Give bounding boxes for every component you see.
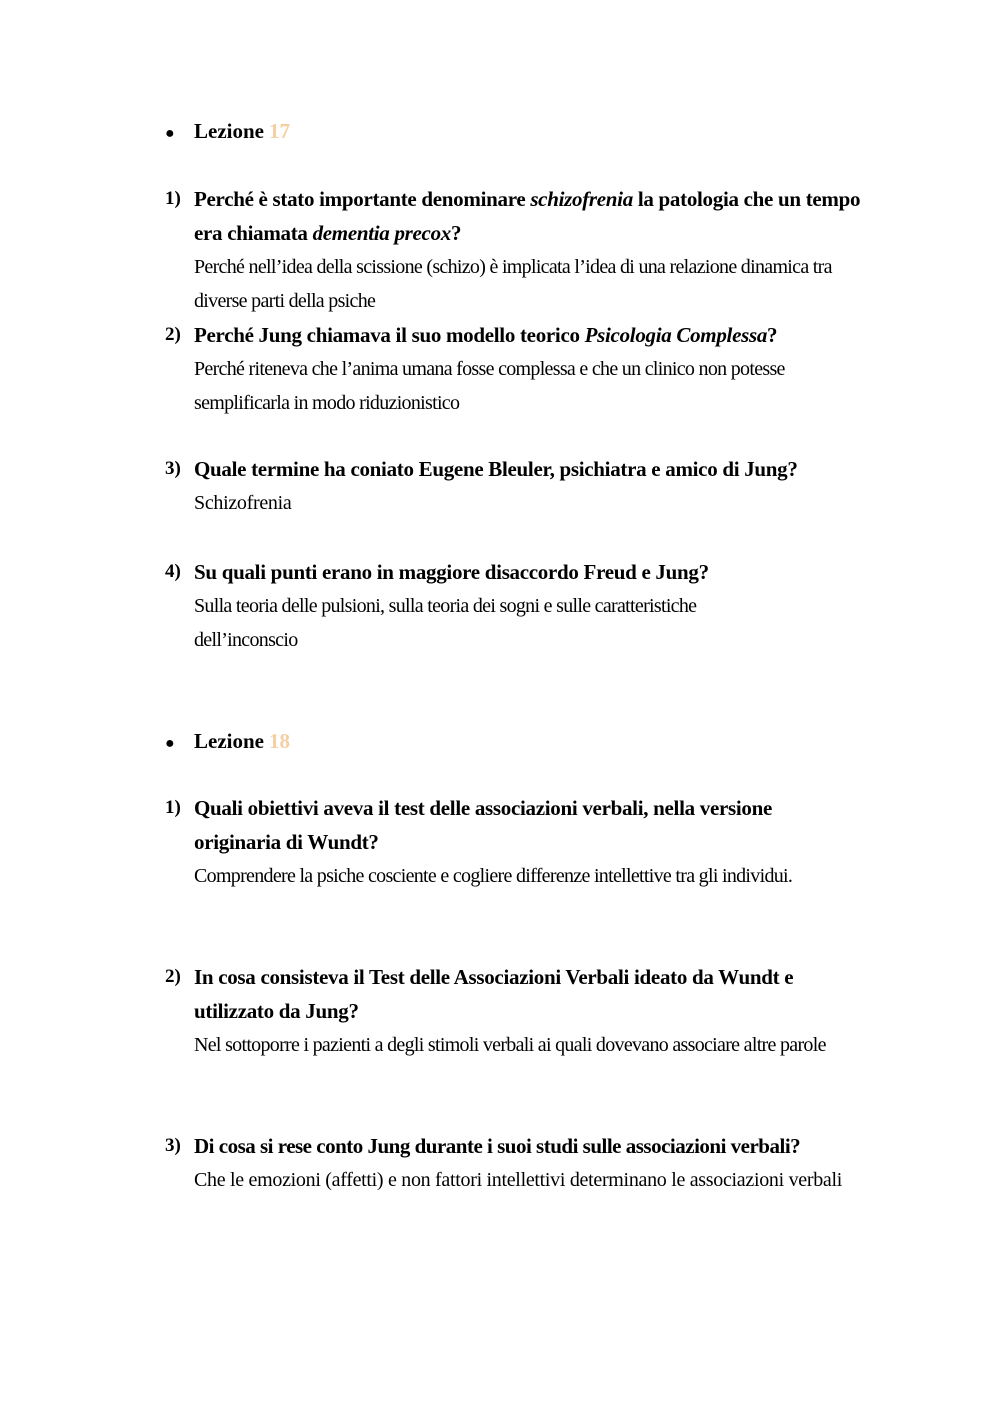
question-text: Perché Jung chiamava il suo modello teorico Psicologia Complessa?	[194, 323, 778, 347]
lesson-label: Lezione	[194, 119, 264, 143]
question-text: Quale termine ha coniato Eugene Bleuler, psichiatra e amico di Jung?	[194, 457, 798, 481]
question-text: Quali obiettivi aveva il test delle associazioni verbali, nella versione originaria di Wundt?	[194, 796, 773, 854]
question-number: 3)	[165, 458, 181, 479]
lesson-18-heading	[165, 724, 865, 761]
answer-text: Nel sottoporre i pazienti a degli stimoli verbali ai quali dovevano associare altre parole	[194, 1034, 826, 1056]
question-number: 2)	[165, 966, 181, 987]
lesson-number: 17	[268, 119, 290, 143]
answer-text: Perché nell’idea della scissione (schizo) è implicata l’idea di una relazione dinamica tra diverse parti della psiche	[194, 256, 832, 312]
lesson-17-question-4	[165, 555, 865, 657]
lesson-number: 18	[268, 729, 290, 753]
question-number: 1)	[165, 188, 181, 209]
lesson-label: Lezione	[194, 729, 264, 753]
question-text: Su quali punti erano in maggiore disaccordo Freud e Jung?	[194, 560, 709, 584]
answer-text: Schizofrenia	[194, 492, 292, 514]
bullet-icon: ●	[165, 125, 175, 142]
question-text: In cosa consisteva il Test delle Associazioni Verbali ideato da Wundt e utilizzato da Jung?	[194, 965, 794, 1023]
question-number: 4)	[165, 561, 181, 582]
question-text: Perché è stato importante denominare schizofrenia la patologia che un tempo era chiamata dementia precox?	[194, 187, 861, 245]
bullet-icon: ●	[165, 735, 175, 752]
answer-text: Comprendere la psiche cosciente e cogliere differenze intellettive tra gli individui.	[194, 865, 793, 887]
answer-text: Sulla teoria delle pulsioni, sulla teoria dei sogni e sulle caratteristiche dell’inconscio	[194, 595, 697, 651]
lesson-18-question-2	[165, 960, 865, 1062]
question-text: Di cosa si rese conto Jung durante i suoi studi sulle associazioni verbali?	[194, 1134, 801, 1158]
lesson-18-question-3	[165, 1129, 865, 1197]
question-number: 3)	[165, 1135, 181, 1156]
answer-text: Che le emozioni (affetti) e non fattori intellettivi determinano le associazioni verbali	[194, 1169, 842, 1191]
lesson-17-question-3	[165, 452, 865, 520]
lesson-17-heading	[165, 114, 865, 151]
answer-text: Perché riteneva che l’anima umana fosse complessa e che un clinico non potesse semplificarla in modo riduzionistico	[194, 358, 785, 414]
lesson-17-question-2	[165, 318, 865, 420]
lesson-18-question-1	[165, 791, 865, 893]
question-number: 1)	[165, 797, 181, 818]
question-number: 2)	[165, 324, 181, 345]
lesson-17-question-1	[165, 182, 865, 318]
